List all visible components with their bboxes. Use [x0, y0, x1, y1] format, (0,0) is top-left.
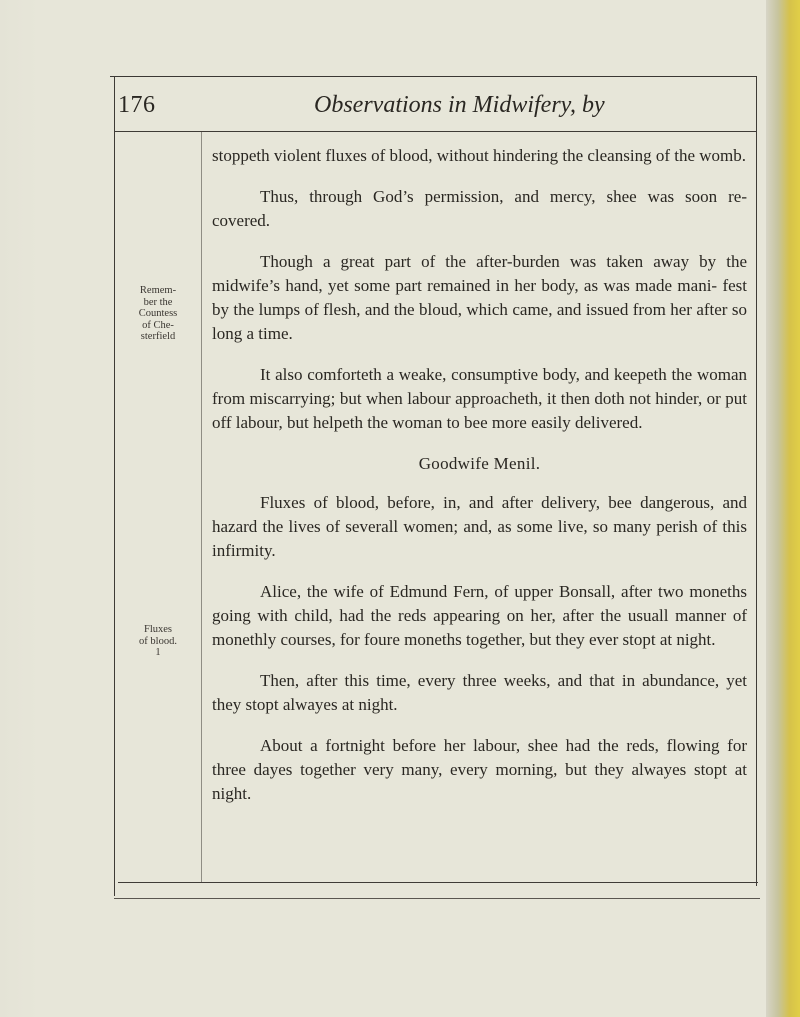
paragraph: Then, after this time, every three weeks, and that in abundance, yet they stopt alwayes at night.: [212, 671, 747, 714]
bottom-rule: [118, 882, 758, 883]
page-right-edge: [766, 0, 800, 1017]
margin-note-countess: Remem- ber the Countess of Che- sterfield: [138, 285, 178, 342]
header-rule: [114, 131, 756, 132]
paragraph: About a fortnight before her labour, shee had the reds, flowing for three dayes together very many, every morning, but they alwayes stopt at night.: [212, 736, 747, 803]
paragraph: stoppeth violent fluxes of blood, without hindering the cleansing of the womb.: [212, 146, 746, 165]
main-text-column: [212, 144, 747, 823]
paragraph: It also comforteth a weake, consumptive body, and keepeth the woman from miscarrying; but when labour approacheth, it then doth not hinder, or put off labour, but helpeth the woman to bee more easily delivered.: [212, 365, 747, 432]
right-border-rule: [756, 76, 757, 886]
top-border-rule: [110, 76, 756, 77]
left-border-rule: [114, 76, 115, 896]
running-title: Observations in Midwifery, by: [314, 92, 605, 118]
paragraph: Fluxes of blood, before, in, and after delivery, bee dangerous, and hazard the lives of severall women; and, as some live, so many perish of this infirmity.: [212, 493, 747, 560]
paragraph: Thus, through God’s permission, and mercy, shee was soon re- covered.: [212, 187, 747, 230]
paragraph: Though a great part of the after-burden was taken away by the midwife’s hand, yet some part remained in her body, as was made mani- fest by the lumps of flesh, and the bloud, which came, and issued from her after so long a time.: [212, 252, 747, 343]
margin-divider: [201, 132, 202, 882]
section-heading: Goodwife Menil.: [418, 454, 541, 473]
page-left-shadow: [0, 0, 40, 1017]
page-bottom-edge: [114, 884, 760, 899]
margin-note-fluxes: Fluxes of blood. 1: [139, 624, 177, 658]
paragraph: Alice, the wife of Edmund Fern, of upper Bonsall, after two moneths going with child, had the reds appearing on her, after the usuall manner of monethly courses, for foure moneths together, but they ever stopt at night.: [212, 582, 747, 649]
page-number: 176: [118, 92, 156, 118]
